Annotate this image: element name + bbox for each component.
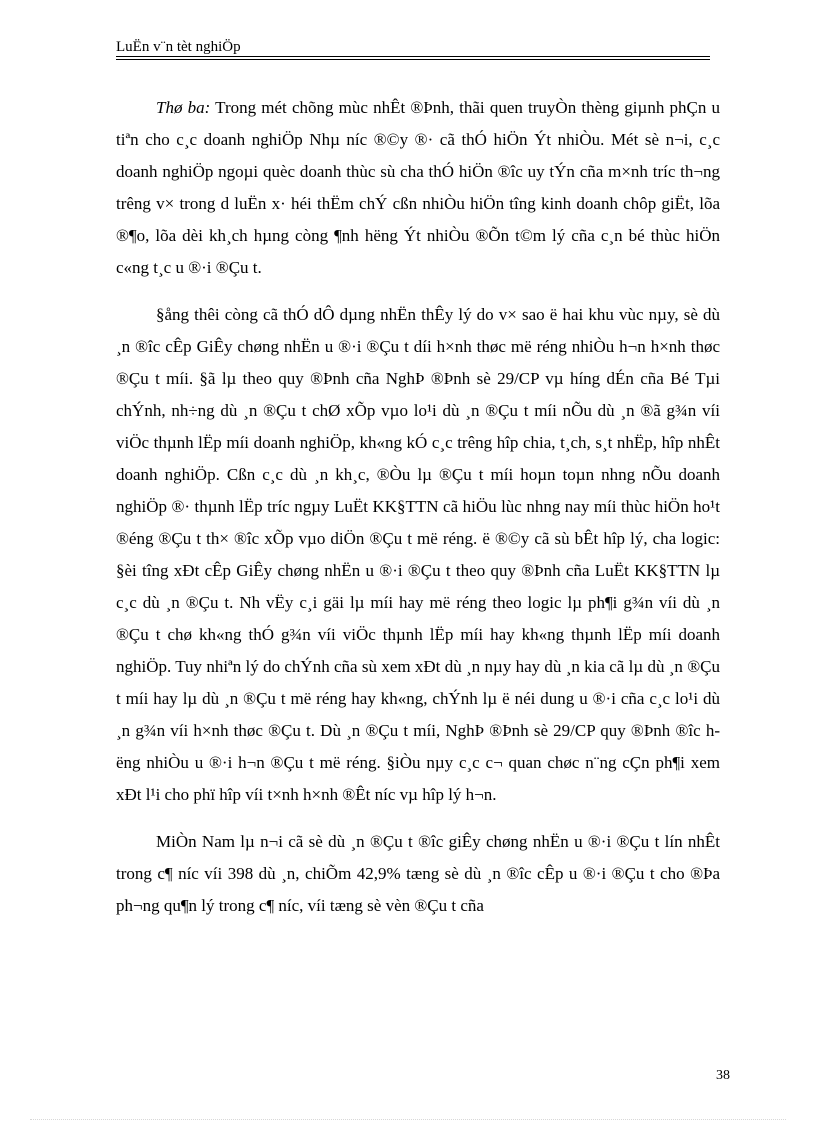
paragraph-text: §ång thêi còng cã thÓ dÔ dµng nhËn thÊy lý do v× sao ë hai khu vùc nµy, sè dù ¸n ®îc cÊp GiÊy chøng nhËn u ®·i ®Çu t díi h×nh thøc më réng nhiÒu h¬n h×nh thøc ®Çu t míi. §ã lµ theo quy ®Þnh cña NghÞ ®Þnh sè 29/CP vµ híng dÉn cña Bé Tµi chÝnh, nh÷ng dù ¸n ®Çu t chØ xÕp vµo lo¹i dù ¸n ®Çu t míi nÕu dù ¸n ®ã g¾n víi viÖc thµnh lËp míi doanh nghiÖp, kh«ng kÓ c¸c trêng hîp chia, t¸ch, s¸t nhËp, hîp nhÊt doanh nghiÖp. Cßn c¸c dù ¸n kh¸c, ®Òu lµ ®Çu t míi hoµn toµn nhng nÕu doanh nghiÖp ®· thµnh lËp tríc ngµy LuËt KK§TTN cã hiÖu lùc nhng nay míi thùc hiÖn ho¹t ®éng ®Çu t th× ®îc xÕp vµo diÖn ®Çu t më réng. ë ®©y cã sù bÊt hîp lý, cha logic: §èi tîng xÐt cÊp GiÊy chøng nhËn u ®·i ®Çu t theo quy ®Þnh cña LuËt KK§TTN lµ c¸c dù ¸n ®Çu t. Nh vËy c¸i gäi lµ míi hay më réng theo logic lµ ph¶i g¾n víi dù ¸n ®Çu t chø kh«ng thÓ g¾n víi viÖc thµnh lËp míi hay kh«ng thµnh lËp míi doanh nghiÖp. Tuy nhiªn lý do chÝnh cña sù xem xÐt dù ¸n nµy hay dù ¸n kia cã lµ dù ¸n ®Çu t míi hay lµ dù ¸n ®Çu t më réng hay kh«ng, chÝnh lµ ë néi dung u ®·i cña c¸c lo¹i dù ¸n g¾n víi h×nh thøc ®Çu t. Dù ¸n ®Çu t míi, NghÞ ®Þnh sè 29/CP quy ®Þnh ®îc hëng nhiÒu u ®·i h¬n ®Çu t më réng. §iÒu nµy c¸c c¬ quan chøc n¨ng cÇn ph¶i xem xÐt l¹i cho phï hîp víi t×nh h×nh ®Êt níc vµ hîp lý h¬n. [116, 305, 720, 804]
paragraph-1 [116, 92, 720, 284]
page-edge-divider [30, 1119, 786, 1120]
paragraph-lead: Thø ba: [156, 98, 211, 117]
paragraph-text: Trong mét chõng mùc nhÊt ®Þnh, thãi quen truyÒn thèng giµnh phÇn u tiªn cho c¸c doanh nghiÖp Nhµ níc ®©y ®· cã thÓ hiÖn Ýt nhiÒu. Mét sè n¬i, c¸c doanh nghiÖp ngoµi quèc doanh thùc sù cha thÓ hiÖn ®îc uy tÝn cña m×nh tríc th¬ng trêng v× trong d luËn x· héi thËm chÝ cßn nhiÒu hiÖn tîng kinh doanh chôp giËt, lõa ®¶o, lõa dèi kh¸ch hµng còng ¶nh hëng Ýt nhiÒu ®Õn t©m lý cña c¸n bé thùc hiÖn c«ng t¸c u ®·i ®Çu t. [116, 98, 721, 277]
page-body [116, 92, 720, 937]
header-rule-bottom [116, 59, 710, 60]
page-number: 38 [716, 1068, 730, 1083]
paragraph-text: MiÒn Nam lµ n¬i cã sè dù ¸n ®Çu t ®îc giÊy chøng nhËn u ®·i ®Çu t lín nhÊt trong c¶ níc víi 398 dù ¸n, chiÕm 42,9% tæng sè dù ¸n ®îc cÊp u ®·i ®Çu t cho ®Þa ph¬ng qu¶n lý trong c¶ níc, víi tæng sè vèn ®Çu t cña [116, 832, 720, 915]
header-rule-top [116, 56, 710, 57]
paragraph-2 [116, 299, 720, 811]
running-header: LuËn v¨n tèt nghiÖp [116, 39, 241, 55]
paragraph-3 [116, 826, 720, 922]
